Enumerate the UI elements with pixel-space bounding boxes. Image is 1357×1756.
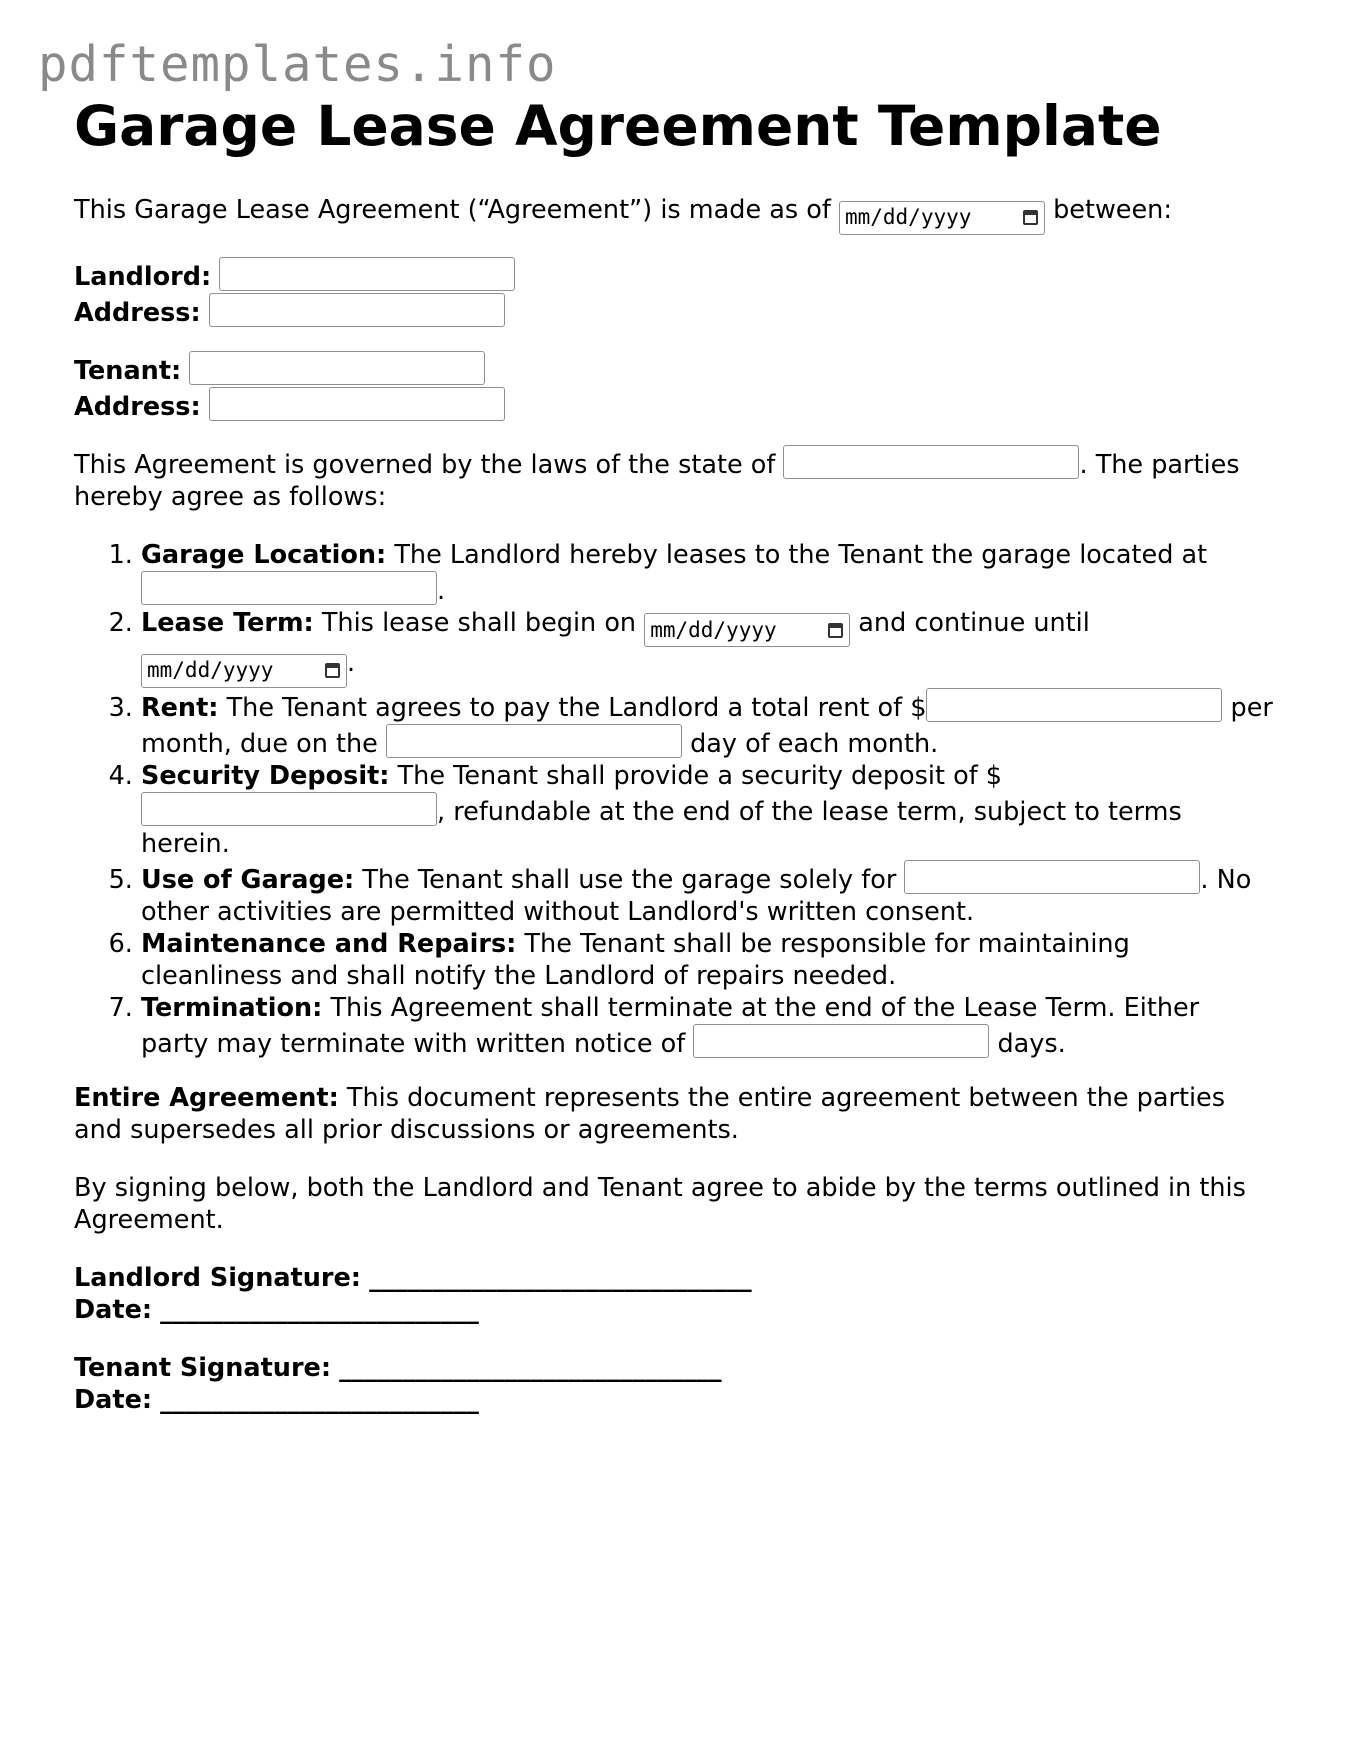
tenant-label: Tenant: [74, 355, 182, 386]
maintenance-heading: Maintenance and Repairs: [141, 928, 517, 959]
use-text: The Tenant shall use the garage solely for [362, 864, 897, 895]
location-text: The Landlord hereby leases to the Tenant the garage located at [394, 539, 1208, 570]
list-item [141, 928, 1274, 992]
state-field[interactable] [783, 445, 1079, 479]
deposit-heading: Security Deposit: [141, 760, 390, 791]
rent-text: The Tenant agrees to pay the Landlord a total rent of $ [226, 692, 927, 723]
landlord-block [74, 257, 1274, 329]
location-end: . [437, 575, 446, 606]
term-mid-text: and continue until [858, 607, 1090, 638]
landlord-address-label: Address: [74, 297, 201, 328]
date-placeholder: mm/dd/yyyy [650, 617, 777, 642]
rent-amount-field[interactable] [926, 688, 1222, 722]
use-heading: Use of Garage: [141, 864, 355, 895]
landlord-address-field[interactable] [209, 293, 505, 327]
list-item [141, 688, 1274, 760]
tenant-name-field[interactable] [189, 351, 485, 385]
calendar-icon [1023, 210, 1038, 225]
tenant-signature-label: Tenant Signature: [74, 1352, 332, 1383]
entire-text: This document represents the entire agreement between the parties and supersedes all prior discussions or agreements. [74, 1082, 1226, 1145]
tenant-date-line[interactable]: _________________________ [160, 1384, 479, 1415]
date-placeholder: mm/dd/yyyy [147, 658, 274, 682]
rent-mid-text: per month, due on the [141, 692, 1273, 759]
term-end: . [347, 648, 356, 678]
tenant-address-label: Address: [74, 391, 201, 422]
deposit-text: The Tenant shall provide a security deposit of $ [397, 760, 1003, 791]
list-item [141, 539, 1274, 607]
rent-due-day-field[interactable] [386, 724, 682, 758]
maintenance-text: The Tenant shall be responsible for maintaining cleanliness and shall notify the Landlord of repairs needed. [141, 928, 1130, 991]
term-text: This lease shall begin on [321, 607, 637, 638]
entire-heading: Entire Agreement: [74, 1082, 339, 1113]
terms-list [74, 539, 1274, 1060]
governing-text-end: . The parties hereby agree as follows: [74, 449, 1240, 512]
termination-text: This Agreement shall terminate at the end of the Lease Term. Either party may terminate with written notice of [141, 992, 1200, 1059]
notice-days-field[interactable] [693, 1024, 989, 1058]
landlord-label: Landlord: [74, 261, 212, 292]
deposit-amount-field[interactable] [141, 792, 437, 826]
deposit-end-text: , refundable at the end of the lease term, subject to terms herein. [141, 796, 1182, 859]
page-title: Garage Lease Agreement Template [74, 94, 1162, 158]
landlord-name-field[interactable] [219, 257, 515, 291]
garage-use-field[interactable] [904, 860, 1200, 894]
calendar-icon [325, 663, 340, 678]
landlord-date-label: Date: [74, 1294, 153, 1325]
intro-paragraph [74, 194, 1274, 235]
termination-heading: Termination: [141, 992, 323, 1023]
tenant-date-label: Date: [74, 1384, 153, 1415]
tenant-block [74, 351, 1274, 423]
landlord-signature-block [74, 1262, 1274, 1326]
entire-agreement-paragraph [74, 1082, 1274, 1146]
date-placeholder: mm/dd/yyyy [844, 205, 972, 229]
term-heading: Lease Term: [141, 607, 314, 638]
tenant-signature-block [74, 1352, 1274, 1416]
tenant-signature-line[interactable]: ______________________________ [339, 1352, 722, 1383]
rent-heading: Rent: [141, 692, 219, 723]
agreement-date-input[interactable] [839, 201, 1045, 235]
tenant-address-field[interactable] [209, 387, 505, 421]
list-item [141, 760, 1274, 860]
termination-end-text: days. [997, 1028, 1066, 1059]
garage-location-field[interactable] [141, 571, 437, 605]
landlord-signature-label: Landlord Signature: [74, 1262, 361, 1293]
document [74, 92, 1274, 1416]
signing-paragraph: By signing below, both the Landlord and Tenant agree to abide by the terms outlined in this Agreement. [74, 1172, 1246, 1235]
governing-text: This Agreement is governed by the laws of the state of [74, 449, 776, 480]
governing-paragraph [74, 445, 1274, 513]
landlord-date-line[interactable]: _________________________ [160, 1294, 479, 1325]
watermark: pdftemplates.info [38, 36, 557, 93]
list-item [141, 992, 1274, 1060]
intro-text-end: between: [1053, 195, 1172, 225]
list-item [141, 607, 1274, 688]
lease-end-date-input[interactable] [141, 654, 347, 688]
intro-text: This Garage Lease Agreement (“Agreement”) is made as of [74, 195, 831, 225]
calendar-icon [828, 623, 843, 638]
rent-end-text: day of each month. [690, 728, 939, 759]
use-end-text: . No other activities are permitted without Landlord's written consent. [141, 864, 1252, 927]
location-heading: Garage Location: [141, 539, 387, 570]
list-item [141, 860, 1274, 928]
lease-start-date-input[interactable] [644, 613, 850, 647]
landlord-signature-line[interactable]: ______________________________ [369, 1262, 752, 1293]
